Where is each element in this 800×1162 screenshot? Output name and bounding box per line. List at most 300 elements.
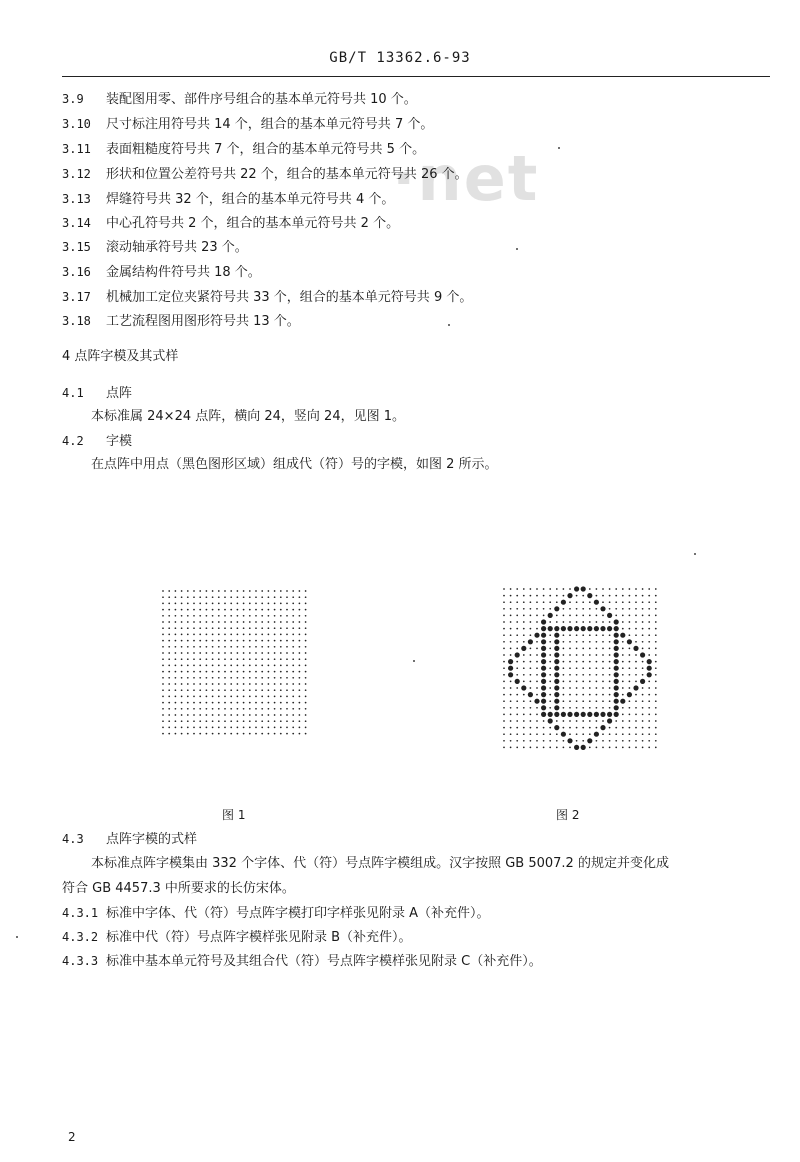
matrix-dot: [224, 665, 226, 667]
matrix-dot: [536, 720, 538, 722]
matrix-dot: [635, 595, 637, 597]
matrix-dot: [642, 733, 644, 735]
matrix-dot: [243, 720, 245, 722]
matrix-dot: [187, 677, 189, 679]
matrix-dot: [536, 667, 538, 669]
matrix-dot: [655, 740, 657, 742]
matrix-dot: [503, 714, 505, 716]
matrix-dot: [237, 596, 239, 598]
matrix-dot: [523, 661, 525, 663]
matrix-dot: [249, 702, 251, 704]
matrix-dot: [243, 702, 245, 704]
matrix-dot: [305, 615, 307, 617]
matrix-dot: [589, 608, 591, 610]
matrix-dot: [602, 740, 604, 742]
matrix-dot: [530, 714, 532, 716]
matrix-dot: [648, 615, 650, 617]
matrix-dot: [622, 740, 624, 742]
matrix-dot: [549, 667, 551, 669]
matrix-dot: [589, 707, 591, 709]
matrix-dot: [299, 621, 301, 623]
matrix-dot: [609, 608, 611, 610]
matrix-dot: [510, 601, 512, 603]
matrix-dot: [274, 652, 276, 654]
matrix-dot: [305, 652, 307, 654]
matrix-dot: [249, 714, 251, 716]
scan-speck: [448, 324, 450, 326]
matrix-dot: [629, 714, 631, 716]
matrix-dot: [249, 683, 251, 685]
matrix-dot: [510, 641, 512, 643]
matrix-dot: [635, 608, 637, 610]
matrix-dot: [224, 689, 226, 691]
matrix-dot: [563, 727, 565, 729]
matrix-dot: [286, 634, 288, 636]
matrix-dot: [648, 747, 650, 749]
matrix-dot: [224, 640, 226, 642]
matrix-dot: [237, 727, 239, 729]
matrix-dot: [162, 627, 164, 629]
matrix-dot: [549, 727, 551, 729]
glyph-dot: [607, 613, 612, 618]
matrix-dot: [549, 687, 551, 689]
matrix-dot: [596, 720, 598, 722]
matrix-dot: [536, 661, 538, 663]
matrix-dot: [609, 707, 611, 709]
matrix-dot: [582, 595, 584, 597]
matrix-dot: [536, 615, 538, 617]
matrix-dot: [635, 714, 637, 716]
matrix-dot: [648, 654, 650, 656]
matrix-dot: [286, 714, 288, 716]
matrix-dot: [175, 671, 177, 673]
matrix-dot: [543, 608, 545, 610]
matrix-dot: [175, 714, 177, 716]
matrix-dot: [305, 689, 307, 691]
matrix-dot: [510, 634, 512, 636]
matrix-dot: [249, 689, 251, 691]
matrix-dot: [230, 708, 232, 710]
glyph-dot: [534, 633, 539, 638]
glyph-dot: [561, 732, 566, 737]
matrix-dot: [292, 696, 294, 698]
glyph-dot: [640, 679, 645, 684]
matrix-dot: [292, 621, 294, 623]
matrix-dot: [563, 615, 565, 617]
matrix-dot: [629, 608, 631, 610]
matrix-dot: [609, 634, 611, 636]
matrix-dot: [596, 595, 598, 597]
matrix-dot: [516, 694, 518, 696]
matrix-dot: [516, 641, 518, 643]
matrix-dot: [212, 689, 214, 691]
clause-4-1-heading: 4.1 点阵: [62, 386, 133, 401]
matrix-dot: [609, 595, 611, 597]
matrix-dot: [199, 696, 201, 698]
matrix-dot: [510, 648, 512, 650]
matrix-dot: [193, 640, 195, 642]
matrix-dot: [305, 640, 307, 642]
matrix-dot: [589, 687, 591, 689]
matrix-dot: [249, 609, 251, 611]
matrix-dot: [162, 646, 164, 648]
matrix-dot: [503, 740, 505, 742]
glyph-dot: [541, 672, 546, 677]
matrix-dot: [199, 677, 201, 679]
glyph-dot: [620, 633, 625, 638]
matrix-dot: [280, 733, 282, 735]
matrix-dot: [629, 720, 631, 722]
matrix-dot: [602, 595, 604, 597]
glyph-dot: [541, 626, 546, 631]
matrix-dot: [230, 621, 232, 623]
matrix-dot: [543, 615, 545, 617]
matrix-dot: [622, 707, 624, 709]
glyph-dot: [541, 692, 546, 697]
matrix-dot: [305, 590, 307, 592]
matrix-dot: [286, 615, 288, 617]
matrix-dot: [635, 720, 637, 722]
matrix-dot: [655, 747, 657, 749]
matrix-dot: [655, 648, 657, 650]
matrix-dot: [199, 646, 201, 648]
matrix-dot: [243, 596, 245, 598]
matrix-dot: [503, 621, 505, 623]
matrix-dot: [280, 652, 282, 654]
matrix-dot: [230, 646, 232, 648]
matrix-dot: [530, 700, 532, 702]
glyph-dot: [574, 712, 579, 717]
matrix-dot: [199, 658, 201, 660]
matrix-dot: [181, 733, 183, 735]
matrix-dot: [530, 733, 532, 735]
matrix-dot: [292, 615, 294, 617]
matrix-dot: [635, 700, 637, 702]
matrix-dot: [243, 609, 245, 611]
matrix-dot: [563, 595, 565, 597]
matrix-dot: [274, 627, 276, 629]
matrix-dot: [648, 641, 650, 643]
matrix-dot: [596, 661, 598, 663]
matrix-dot: [199, 640, 201, 642]
matrix-dot: [199, 603, 201, 605]
matrix-dot: [255, 590, 257, 592]
matrix-dot: [596, 648, 598, 650]
matrix-dot: [549, 608, 551, 610]
matrix-dot: [622, 621, 624, 623]
matrix-dot: [615, 747, 617, 749]
matrix-dot: [655, 681, 657, 683]
matrix-dot: [655, 634, 657, 636]
matrix-dot: [268, 727, 270, 729]
matrix-dot: [175, 689, 177, 691]
matrix-dot: [212, 671, 214, 673]
matrix-dot: [292, 665, 294, 667]
matrix-dot: [622, 615, 624, 617]
matrix-dot: [615, 601, 617, 603]
matrix-dot: [615, 615, 617, 617]
clause-4-3-body-line1: 本标准点阵字模集由 332 个字体、代（符）号点阵字模组成。汉字按照 GB 5007.2 的规定并变化成: [91, 856, 669, 871]
matrix-dot: [237, 677, 239, 679]
matrix-dot: [299, 603, 301, 605]
matrix-dot: [268, 652, 270, 654]
matrix-dot: [286, 609, 288, 611]
matrix-dot: [655, 661, 657, 663]
matrix-dot: [589, 588, 591, 590]
matrix-dot: [261, 708, 263, 710]
matrix-dot: [569, 727, 571, 729]
matrix-dot: [536, 714, 538, 716]
glyph-dot: [574, 586, 579, 591]
matrix-dot: [648, 733, 650, 735]
matrix-dot: [249, 733, 251, 735]
glyph-dot: [607, 626, 612, 631]
matrix-dot: [530, 707, 532, 709]
matrix-dot: [563, 681, 565, 683]
matrix-dot: [305, 714, 307, 716]
matrix-dot: [193, 689, 195, 691]
matrix-dot: [187, 708, 189, 710]
matrix-dot: [549, 595, 551, 597]
matrix-dot: [274, 590, 276, 592]
matrix-dot: [589, 615, 591, 617]
header-rule: [62, 76, 770, 77]
glyph-dot: [620, 699, 625, 704]
matrix-dot: [523, 700, 525, 702]
matrix-dot: [536, 654, 538, 656]
matrix-dot: [168, 714, 170, 716]
matrix-dot: [280, 708, 282, 710]
glyph-dot: [508, 666, 513, 671]
glyph-dot: [647, 659, 652, 664]
matrix-dot: [199, 689, 201, 691]
matrix-dot: [168, 665, 170, 667]
matrix-dot: [635, 681, 637, 683]
matrix-dot: [187, 696, 189, 698]
matrix-dot: [596, 674, 598, 676]
matrix-dot: [543, 733, 545, 735]
matrix-dot: [193, 727, 195, 729]
matrix-dot: [576, 601, 578, 603]
matrix-dot: [280, 671, 282, 673]
matrix-dot: [280, 640, 282, 642]
matrix-dot: [162, 640, 164, 642]
matrix-dot: [549, 588, 551, 590]
matrix-dot: [305, 671, 307, 673]
matrix-dot: [292, 727, 294, 729]
matrix-dot: [305, 683, 307, 685]
matrix-dot: [642, 714, 644, 716]
matrix-dot: [536, 694, 538, 696]
matrix-dot: [162, 621, 164, 623]
glyph-dot: [581, 626, 586, 631]
matrix-dot: [292, 646, 294, 648]
matrix-dot: [261, 590, 263, 592]
matrix-dot: [212, 627, 214, 629]
matrix-dot: [292, 652, 294, 654]
matrix-dot: [168, 658, 170, 660]
matrix-dot: [224, 621, 226, 623]
matrix-dot: [243, 646, 245, 648]
matrix-dot: [168, 621, 170, 623]
matrix-dot: [286, 640, 288, 642]
matrix-dot: [576, 707, 578, 709]
matrix-dot: [642, 628, 644, 630]
matrix-dot: [261, 702, 263, 704]
matrix-dot: [187, 665, 189, 667]
glyph-dot: [614, 659, 619, 664]
matrix-dot: [596, 687, 598, 689]
matrix-dot: [589, 700, 591, 702]
matrix-dot: [243, 696, 245, 698]
matrix-dot: [576, 720, 578, 722]
section-4-title: 4 点阵字模及其式样: [62, 349, 179, 364]
matrix-dot: [609, 674, 611, 676]
matrix-dot: [255, 621, 257, 623]
matrix-dot: [286, 646, 288, 648]
matrix-dot: [655, 733, 657, 735]
matrix-dot: [261, 652, 263, 654]
clause-3-15: 3.15 滚动轴承符号共 23 个。: [62, 240, 248, 255]
matrix-dot: [543, 740, 545, 742]
matrix-dot: [249, 634, 251, 636]
matrix-dot: [268, 646, 270, 648]
matrix-dot: [569, 747, 571, 749]
glyph-dot: [561, 712, 566, 717]
matrix-dot: [199, 708, 201, 710]
matrix-dot: [224, 671, 226, 673]
matrix-dot: [622, 648, 624, 650]
matrix-dot: [602, 747, 604, 749]
matrix-dot: [648, 700, 650, 702]
matrix-dot: [523, 694, 525, 696]
matrix-dot: [655, 595, 657, 597]
matrix-dot: [602, 648, 604, 650]
matrix-dot: [523, 621, 525, 623]
glyph-dot: [541, 685, 546, 690]
matrix-dot: [516, 687, 518, 689]
matrix-dot: [523, 740, 525, 742]
matrix-dot: [193, 658, 195, 660]
glyph-dot: [614, 679, 619, 684]
matrix-dot: [536, 648, 538, 650]
matrix-dot: [629, 733, 631, 735]
matrix-dot: [168, 640, 170, 642]
matrix-dot: [218, 615, 220, 617]
matrix-dot: [609, 601, 611, 603]
matrix-dot: [162, 727, 164, 729]
matrix-dot: [523, 747, 525, 749]
matrix-dot: [175, 634, 177, 636]
matrix-dot: [615, 608, 617, 610]
matrix-dot: [237, 689, 239, 691]
glyph-dot: [554, 646, 559, 651]
matrix-dot: [629, 747, 631, 749]
matrix-dot: [503, 681, 505, 683]
matrix-dot: [536, 727, 538, 729]
matrix-dot: [629, 615, 631, 617]
matrix-dot: [642, 588, 644, 590]
matrix-dot: [237, 733, 239, 735]
matrix-dot: [596, 654, 598, 656]
matrix-dot: [530, 628, 532, 630]
matrix-dot: [292, 689, 294, 691]
matrix-dot: [516, 648, 518, 650]
glyph-dot: [567, 738, 572, 743]
matrix-dot: [648, 608, 650, 610]
matrix-dot: [255, 609, 257, 611]
matrix-dot: [549, 733, 551, 735]
matrix-dot: [543, 720, 545, 722]
matrix-dot: [230, 714, 232, 716]
matrix-dot: [230, 696, 232, 698]
matrix-dot: [503, 661, 505, 663]
matrix-dot: [274, 665, 276, 667]
matrix-dot: [549, 661, 551, 663]
matrix-dot: [516, 608, 518, 610]
matrix-dot: [510, 615, 512, 617]
matrix-dot: [193, 603, 195, 605]
matrix-dot: [609, 733, 611, 735]
matrix-dot: [261, 658, 263, 660]
matrix-dot: [187, 714, 189, 716]
matrix-dot: [268, 683, 270, 685]
matrix-dot: [299, 689, 301, 691]
matrix-dot: [274, 727, 276, 729]
matrix-dot: [596, 740, 598, 742]
matrix-dot: [635, 661, 637, 663]
matrix-dot: [503, 733, 505, 735]
matrix-dot: [549, 621, 551, 623]
matrix-dot: [224, 609, 226, 611]
matrix-dot: [299, 720, 301, 722]
matrix-dot: [187, 689, 189, 691]
matrix-dot: [193, 683, 195, 685]
glyph-dot: [627, 639, 632, 644]
matrix-dot: [255, 677, 257, 679]
matrix-dot: [523, 707, 525, 709]
matrix-dot: [230, 733, 232, 735]
matrix-dot: [268, 634, 270, 636]
clause-3-16: 3.16 金属结构件符号共 18 个。: [62, 265, 261, 280]
matrix-dot: [299, 590, 301, 592]
matrix-dot: [199, 627, 201, 629]
matrix-dot: [274, 596, 276, 598]
matrix-dot: [193, 665, 195, 667]
glyph-dot: [554, 725, 559, 730]
matrix-dot: [629, 601, 631, 603]
matrix-dot: [629, 654, 631, 656]
clause-4-3-1: 4.3.1 标准中字体、代（符）号点阵字模打印字样张见附录 A（补充件）。: [62, 906, 490, 921]
matrix-dot: [286, 621, 288, 623]
matrix-dot: [286, 727, 288, 729]
matrix-dot: [206, 702, 208, 704]
matrix-dot: [569, 720, 571, 722]
matrix-dot: [576, 700, 578, 702]
matrix-dot: [563, 740, 565, 742]
glyph-dot: [508, 659, 513, 664]
matrix-dot: [609, 740, 611, 742]
matrix-dot: [589, 681, 591, 683]
matrix-dot: [629, 595, 631, 597]
matrix-dot: [549, 747, 551, 749]
matrix-dot: [218, 671, 220, 673]
matrix-dot: [212, 634, 214, 636]
matrix-dot: [655, 707, 657, 709]
matrix-dot: [218, 677, 220, 679]
matrix-dot: [305, 727, 307, 729]
matrix-dot: [305, 708, 307, 710]
